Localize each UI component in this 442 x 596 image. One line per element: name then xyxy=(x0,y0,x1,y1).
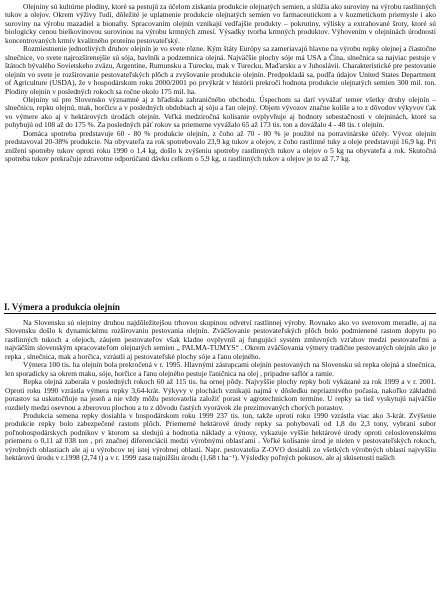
section-paragraph-4: Produkcia semena repky dosiahla v hospodárskom roku 1999 237 tis. ton, takže oproti roku 1990 vzrástla viac ako 3-krát. Zvýšenie produkcie repky bolo zabezpečené rastom plôch. Priemerné hektárové úrody repky sa pohybovali od 1,8 do 2,3 tony, vybraní subor poľnohospodárskych podnikov v ktorom sa sledujú a hodnotia náklady a výnosy, vykazuje vyššie hektárové úrody oproti celoslovenskému priemeru o 0,11 až 038 ton , pri značnej diferenciácii medzi výrobnými oblasťami . Veľké kolísanie úrod je nielen v pestovateľských rokoch, výrobných oblastiach ale aj u výrobcov tej istej výrobnej oblasti. Napr. pestovatelia Z-OVO dosiahli zo všetkých výrobných oblastí najvyššiu hektárovú úrodu v r.1998 (2,74 t) a v r. 1999 zasa najnižšiu úrodu (1,68 t ha⁻¹). Výsledky poľných pokusov, ale aj skúsenosti našich xyxy=(5,410,436,463)
section-paragraph-1: Na Slovensku sú olejniny druhou najdôležitejšou trhovou skupinou odvetví rastlinnej výroby. Rovnako ako vo svetovom meradle, aj na Slovensku došlo k dynamickému rozširovaniu pestovania olejnín. Zväčšovanie pestovateľských plôch bolo podmienené rastom dopytu po rastlinných tukoch a olejoch, záujem pestovateľov však kladne ovplyvnil aj fungujúci systém zmluvných vzťahov medzi pestovateľmi a najväčším slovenským spracovateľom olejnatých semien „ PALMA-TUMYS“ . Okrem zväčšovania výmery tradične pestovaných olejnín ako je repka , slnečnica, mak a horčica, vzrástli aj pestovateľské plochy sóje a ľanu olejného. xyxy=(5,318,436,361)
section-paragraph-3: Repka olejná zaberala v posledných rokoch 60 až 115 tis. ha ornej pôdy. Najvyššie plochy repky boli vykázané za rok 1999 a v r. 2001. Oproti roku 1990 vzrástla výmera repky 3,64-krát. Výkyvy v plochách vznikajú najmä v dôsledku nepriaznivého počasia, nakoľko základnú porastov sa uskutočňuje na jeseň a nie vždy môžu pestovatelia založiť porast v agrotechnickom termíne. U repky sa tiež vyskytujú najväčšie rozdiely medzi osevnou a zberovou plochou a to z dôvodu častých vyorávok zle prezimovaných chorých porastov. xyxy=(5,377,436,412)
intro-paragraph-3: Olejniny sú pre Slovensko významné aj z hľadiska zahraničného obchodu. Úspechom sa darí vyvážať temer všetky druhy olejnín – slnečnicu, repku olejnú, mak, horčicu a v posledných obdobiach aj sóju a ľan olejný. Objem vývozov značne kolíše a to z dôvodov výkyvov ťak vo výmere ako aj v hektárových úrodách olejnín. Veľká medziročná kolísanie ovplyvňuje aj hodnoty sebestačnosti v olejninách, ktoré sa pohybujú od 108 až do 175 %. Za posledných päť rokov sa priemerne vyvážalo 65 až 173 tis. ton a dovážalo 4 - 48 tis. t olejnín. xyxy=(5,94,436,130)
intro-paragraph-2: Rozmiestnenie jednotlivých druhov olejnín je vo svete rôzne. Kým štáty Európy sa zameriavajú hlavne na výrobu repky olejnej a čiastočne slnečnice, vo svete najrozšírenejšie sú sója, bavlník a podzemnica olejná. Najväčšie plochy sóje má USA a Čína, slnečnica sa najviac pestuje v štátoch bývalého Sovietskeho zväzu, Argentíne, Rumunsku a Turecku, mak v Turecku, Maďarsku a v Juhoslávii. Charakteristické pre pestovanie olejnín vo svete je rozširovanie pestovateľských plôch a zvyšovanie produkcie olejnín. Predpokladá sa, podľa údajov United States Department of Agriculture (USDA), že v hospodárskom roku 2000/2001 po prvýkrát v histórii prekročí hodnota produkcie olejnatých semien 300 mil. ton. Plodiny olejnín v posledných rokoch sa ročne okolo 175 mil. ha. xyxy=(5,44,436,96)
section-divider xyxy=(4,313,436,314)
section-body xyxy=(5,319,436,463)
intro-paragraph-1: Olejniny sú kultúrne plodiny, ktoré sa pestujú za účelom získania produkcie olejnatých semien, a slúžia ako suroviny na výrobu rastlinných tukov a olejov. Okrem výživy ľudí, dôležité je uplatnenie produkcie olejnatých semien vo farmaceutickom a v kozmetickom priemysle i ako suroviny na výrobu mazadiel a bionafty. Spracovaním olejnín vznikajú vedľajšie produkty – pokrutiny, výlisky a extrahované šroty, ktoré sú biologicky cenou bielkovinovou surovinou na výrobu krmných zmesí. Výsadky tvorba krmných produktov. Výhovením v olejninách úrodnosti koncentrovaných krmív kvalitného proteínu pestovateľský. xyxy=(5,2,436,45)
section-paragraph-2: Výmera 100 tis. ha olejnín bola prekročená v r. 1995. Hlavnými zástupcami olejnín pestovaných na Slovensku sú repka olejná a slnečnica, len sporadicky sa okrem maku, sóje, horčice a ľanu olejného pestuje ľaničnica na olej , pripadne saflór a ramie. xyxy=(5,360,436,378)
section-heading: I. Výmera a produkcia olejnín xyxy=(4,302,120,312)
intro-paragraph-4: Domáca spotreba predstavuje 60 - 80 % produkcie olejnín, z čoho až 70 - 80 % je použité na potravinárske účely. Vývoz olejnín predstavoval 20-38% produkcie. Na obyvateľa za rok spotrebovalo 23,9 kg tukov a olejov, z čoho rastlinné tuky a oleje predstavujú 16,9 kg. Pri znížení spotreby tukov oproti roku 1990 o 1,4 kg, došlo k zvýšeniu spotreby rastlinných tukov a olejov o 5 kg na obyvateľa a rok. Skutočná spotreba tukov prekračuje zdravotne odporúčanú dávku celkom o 5,9 kg, u rastlinných tukov a olejov je to až 7,7 kg. xyxy=(5,128,436,164)
intro-body xyxy=(5,3,436,164)
